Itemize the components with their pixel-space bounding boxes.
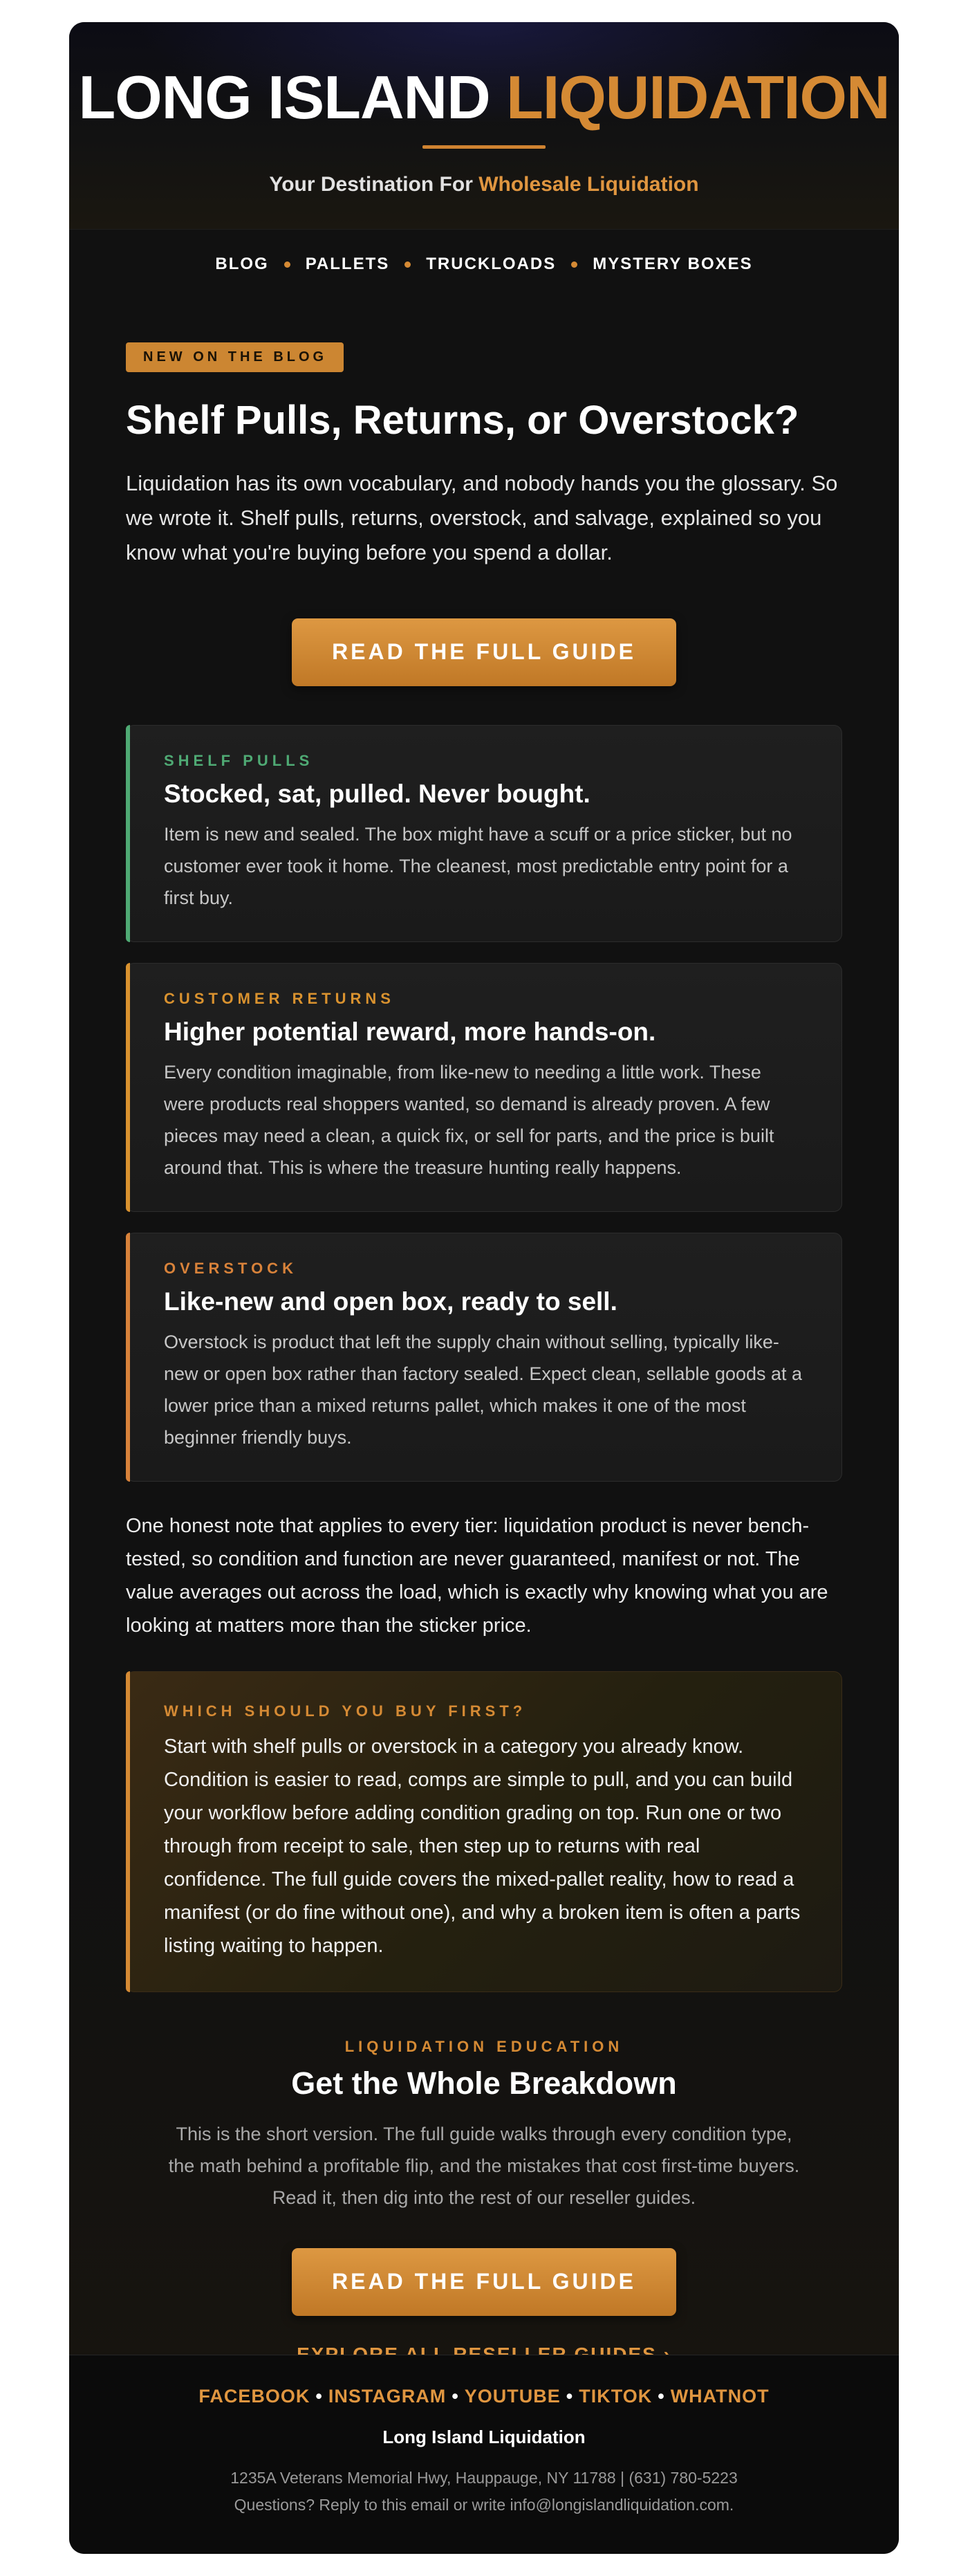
tagline-highlight: Wholesale Liquidation [478,173,699,196]
tier-eyebrow: CUSTOMER RETURNS [164,989,395,1007]
honest-note: One honest note that applies to every tier: liquidation product is never bench-tested, so condition and function are never guaranteed, manifest or not. The value averages out across the load, which is exactly why knowing what you are looking at matters more than the sticker price. [126,1514,828,1637]
new-on-blog-badge: NEW ON THE BLOG [126,342,344,372]
social-link-facebook[interactable]: FACEBOOK [198,2386,310,2407]
callout-body: Start with shelf pulls or overstock in a category you already know. Condition is easier to read, comps are simple to pull, and you can build your workflow before adding condition grading on top. Run one or two through from receipt to sale, then step up to returns with real confidence. The full guide covers the mixed-pallet reality, how to read a manifest (or do fine without one), and why a broken item is often a parts listing waiting to happen. [164,1735,801,1957]
tier-eyebrow: OVERSTOCK [164,1259,297,1277]
nav-link-mystery-boxes[interactable]: MYSTERY BOXES [593,255,753,273]
tier-card-shelf-pulls [126,725,842,942]
brand-logo[interactable] [69,62,899,133]
footer-address: 1235A Veterans Memorial Hwy, Hauppauge, NY 11788 | (631) 780-5223 [230,2469,738,2487]
tier-body: Every condition imaginable, from like-new to needing a little work. These were products real shoppers wanted, so demand is already proven. A few pieces may need a clean, a quick fix, or sell for parts, and the price is built around that. This is where the treasure hunting really happens. [164,1061,774,1178]
tier-title: Like-new and open box, ready to sell. [164,1287,617,1316]
hero-body: Liquidation has its own vocabulary, and nobody hands you the glossary. So we wrote it. Shelf pulls, returns, overstock, and salvage, explained so you know what you're buying before you spend a dollar. [126,470,838,564]
footer-company-name: Long Island Liquidation [382,2427,586,2447]
email-footer [69,2355,899,2554]
email-header [69,22,899,230]
social-link-tiktok[interactable]: TIKTOK [579,2386,653,2407]
nav-separator-dot [404,261,411,268]
tier-card-customer-returns [126,963,842,1212]
logo-text-white: LONG ISLAND [78,63,490,131]
nav-link-pallets[interactable]: PALLETS [305,255,390,273]
nav-separator-dot [284,261,290,268]
email-container [69,22,899,2554]
header-divider [422,145,546,149]
nav-separator-dot [571,261,577,268]
education-body: This is the short version. The full guide walks through every condition type, the math behind a profitable flip, and the mistakes that cost first-time buyers. Read it, then dig into the rest of our reseller guides. [168,2123,800,2208]
social-separator: • [658,2386,665,2407]
social-link-instagram[interactable]: INSTAGRAM [328,2386,447,2407]
tagline [69,173,899,196]
callout-eyebrow: WHICH SHOULD YOU BUY FIRST? [164,1702,527,1720]
tier-title: Higher potential reward, more hands-on. [164,1017,656,1046]
social-link-youtube[interactable]: YOUTUBE [464,2386,561,2407]
social-separator: • [452,2386,459,2407]
tier-card-overstock [126,1233,842,1482]
education-title: Get the Whole Breakdown [291,2065,677,2101]
tier-eyebrow: SHELF PULLS [164,751,314,769]
read-guide-button[interactable]: READ THE FULL GUIDE [292,618,676,686]
tier-title: Stocked, sat, pulled. Never bought. [164,779,590,808]
education-section [126,2038,842,2366]
tier-body: Overstock is product that left the supply chain without selling, typically like-new or open box rather than factory sealed. Expect clean, sellable goods at a lower price than a mixed returns pallet, which makes it one of the most beginner friendly buys. [164,1331,803,1448]
hero-title: Shelf Pulls, Returns, or Overstock? [126,398,799,443]
social-separator: • [315,2386,323,2407]
footer-contact: Questions? Reply to this email or write info@longislandliquidation.com. [234,2496,734,2514]
tier-body: Item is new and sealed. The box might have a scuff or a price sticker, but no customer ever took it home. The cleanest, most predictable entry point for a first buy. [164,823,792,908]
read-guide-button-secondary[interactable]: READ THE FULL GUIDE [292,2248,676,2316]
social-separator: • [566,2386,574,2407]
buy-first-callout [126,1671,842,1992]
social-link-whatnot[interactable]: WHATNOT [670,2386,770,2407]
nav-link-blog[interactable]: BLOG [215,255,269,273]
top-nav [69,230,899,299]
tagline-prefix: Your Destination For [269,173,473,196]
nav-link-truckloads[interactable]: TRUCKLOADS [426,255,557,273]
logo-text-orange: LIQUIDATION [506,63,890,131]
main-content [69,299,899,2366]
education-eyebrow: LIQUIDATION EDUCATION [344,2037,624,2055]
social-links [69,2386,899,2407]
